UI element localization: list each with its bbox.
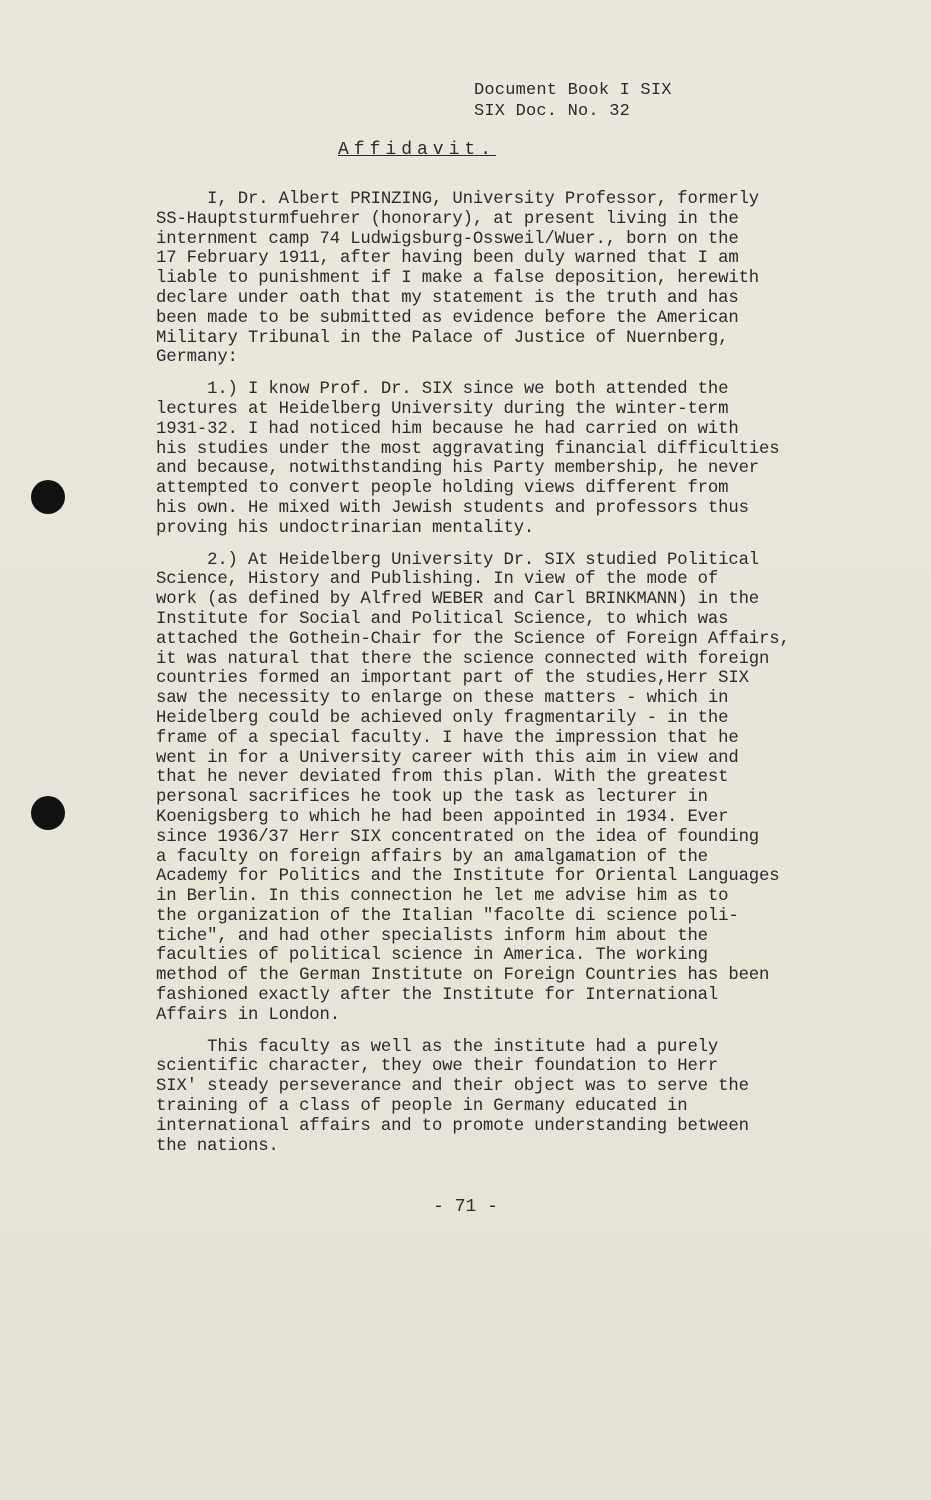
punch-hole-upper — [31, 480, 65, 514]
paragraph-gap — [156, 539, 876, 551]
document-book-label: Document Book I SIX — [474, 81, 672, 100]
punch-hole-lower — [31, 796, 65, 830]
paragraph-2: 2.) At Heidelberg University Dr. SIX studied Political Science, History and Publishing. In view of the mode of work (as defined by Alfred WEBER and Carl BRINKMANN) in the Institute for Social and Political Science, to which was attached the Gothein-Chair for the Science of Foreign Affairs, it was natural that there the science connected with foreign countries formed an important part of the studies,Herr SIX saw the necessity to enlarge on these matters - which in Heidelberg could be achieved only fragmentarily - in the frame of a special faculty. I have the impression that he went in for a University career with this aim in view and that he never deviated from this plan. With the greatest personal sacrifices he took up the task as lecturer in Koenigsberg to which he had been appointed in 1934. Ever since 1936/37 Herr SIX concentrated on the idea of founding a faculty on foreign affairs by an amalgamation of the Academy for Politics and the Institute for Oriental Languages in Berlin. In this connection he let me advise him as to the organization of the Italian "facolte di science poli- tiche", and had other specialists inform him about the faculties of political science in America. The working method of the German Institute on Foreign Countries has been fashioned exactly after the Institute for International Affairs in London. — [156, 550, 790, 1025]
page-number: - 71 - — [433, 1197, 498, 1217]
affidavit-title: Affidavit. — [338, 140, 497, 160]
affidavit-body — [156, 190, 876, 1156]
document-number-label: SIX Doc. No. 32 — [474, 102, 631, 121]
document-header — [474, 80, 672, 122]
paragraph-gap — [156, 1026, 876, 1038]
paragraph-gap — [156, 368, 876, 380]
paragraph-1: 1.) I know Prof. Dr. SIX since we both attended the lectures at Heidelberg University during the winter-term 1931-32. I had noticed him because he had carried on with his studies under the most aggravating financial difficulties and because, notwithstanding his Party membership, he never attempted to convert people holding views different from his own. He mixed with Jewish students and professors thus proving his undoctrinarian mentality. — [156, 380, 780, 538]
intro-paragraph: I, Dr. Albert PRINZING, University Professor, formerly SS-Hauptsturmfuehrer (honorary), at present living in the internment camp 74 Ludwigsburg-Ossweil/Wuer., born on the 17 February 1911, after having been duly warned that I am liable to punishment if I make a false deposition, herewith declare under oath that my statement is the truth and has been made to be submitted as evidence before the American Military Tribunal in the Palace of Justice of Nuernberg, Germany: — [156, 190, 760, 368]
paragraph-3: This faculty as well as the institute had a purely scientific character, they owe their foundation to Herr SIX' steady perseverance and their object was to serve the training of a class of people in Germany educated in international affairs and to promote understanding between the nations. — [156, 1037, 749, 1156]
